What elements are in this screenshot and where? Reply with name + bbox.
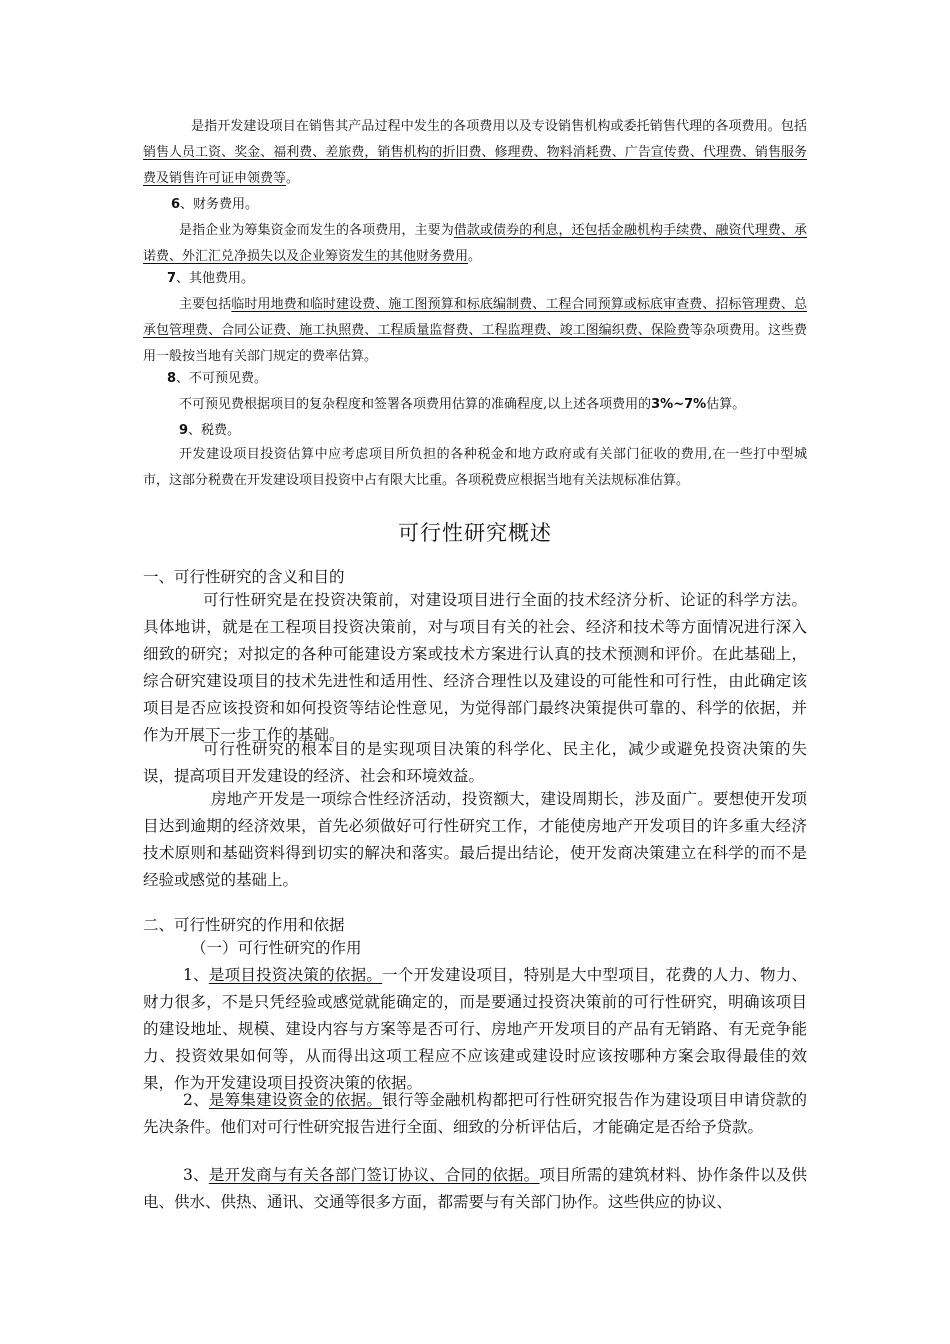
page-title: 可行性研究概述 bbox=[398, 521, 552, 545]
heading-role-basis: 二、可行性研究的作用和依据 bbox=[143, 916, 345, 934]
paragraph-purpose: 可行性研究的根本目的是实现项目决策的科学化、民主化，减少或避免投资决策的失误，提高项目开发建设的经济、社会和环境效益。 bbox=[143, 740, 807, 785]
heading-tax: 9、税费。 bbox=[179, 423, 241, 438]
paragraph-sales-expense: 是指开发建设项目在销售其产品过程中发生的各项费用以及专设销售机构或委托销售代理的各项费用。包括销售人员工资、奖金、福利费、差旅费，销售机构的折旧费、修理费、物料消耗费、广告宣传费、代理费、销售服务费及销售许可证申领费等。 bbox=[143, 119, 807, 186]
heading-other-expense: 7、其他费用。 bbox=[167, 271, 255, 286]
heading-definition-purpose: 一、可行性研究的含义和目的 bbox=[143, 568, 345, 586]
paragraph-unforeseen-expense: 不可预见费根据项目的复杂程度和签署各项费用估算的准确程度,以上述各项费用的3%~7%估算。 bbox=[179, 397, 746, 412]
list-item-investment-decision: 1、是项目投资决策的依据。一个开发建设项目，特别是大中型项目，花费的人力、物力、财力很多，不是只凭经验或感觉就能确定的，而是要通过投资决策前的可行性研究，明确该项目的建设地址、规模、建设内容与方案等是否可行、房地产开发项目的产品有无销路、有无竞争能力、投资效果如何等，从而得出这项工程应不应该建或建设时应该按哪种方案会取得最佳的效果，作为开发建设项目投资决策的依据。 bbox=[143, 966, 807, 1092]
subheading-role: （一）可行性研究的作用 bbox=[191, 939, 362, 957]
heading-unforeseen-expense: 8、不可预见费。 bbox=[167, 371, 268, 386]
paragraph-finance-expense: 是指企业为筹集资金而发生的各项费用，主要为借款或债券的利息，还包括金融机构手续费、融资代理费、承诺费、外汇汇兑净损失以及企业筹资发生的其他财务费用。 bbox=[143, 223, 807, 264]
paragraph-definition: 可行性研究是在投资决策前，对建设项目进行全面的技术经济分析、论证的科学方法。具体地讲，就是在工程项目投资决策前，对与项目有关的社会、经济和技术等方面情况进行深入细致的研究；对拟定的各种可能建设方案或技术方案进行认真的技术预测和评价。在此基础上，综合研究建设项目的技术先进性和适用性、经济合理性以及建设的可能性和可行性，由此确定该项目是否应该投资和如何投资等结论性意见，为觉得部门最终决策提供可靠的、科学的依据，并作为开展下一步工作的基础。 bbox=[143, 591, 807, 744]
heading-finance-expense: 6、财务费用。 bbox=[171, 197, 259, 212]
list-item-agreements: 3、是开发商与有关各部门签订协议、合同的依据。项目所需的建筑材料、协作条件以及供电、供水、供热、通讯、交通等很多方面，都需要与有关部门协作。这些供应的协议、 bbox=[143, 1166, 807, 1211]
paragraph-real-estate: 房地产开发是一项综合性经济活动，投资额大，建设周期长，涉及面广。要想使开发项目达到逾期的经济效果，首先必须做好可行性研究工作，才能使房地产开发项目的许多重大经济技术原则和基础资料得到切实的解决和落实。最后提出结论，使开发商决策建立在科学的而不是经验或感觉的基础上。 bbox=[143, 790, 807, 889]
paragraph-tax: 开发建设项目投资估算中应考虑项目所负担的各种税金和地方政府或有关部门征收的费用,在一些打中型城市，这部分税费在开发建设项目投资中占有限大比重。各项税费应根据当地有关法规标准估算。 bbox=[143, 447, 807, 488]
paragraph-other-expense: 主要包括临时用地费和临时建设费、施工图预算和标底编制费、工程合同预算或标底审查费、招标管理费、总承包管理费、合同公证费、施工执照费、工程质量监督费、工程监理费、竣工图编织费、保险费等杂项费用。这些费用一般按当地有关部门规定的费率估算。 bbox=[143, 297, 807, 364]
list-item-fund-raising: 2、是筹集建设资金的依据。银行等金融机构都把可行性研究报告作为建设项目申请贷款的先决条件。他们对可行性研究报告进行全面、细致的分析评估后，才能确定是否给予贷款。 bbox=[143, 1091, 807, 1136]
